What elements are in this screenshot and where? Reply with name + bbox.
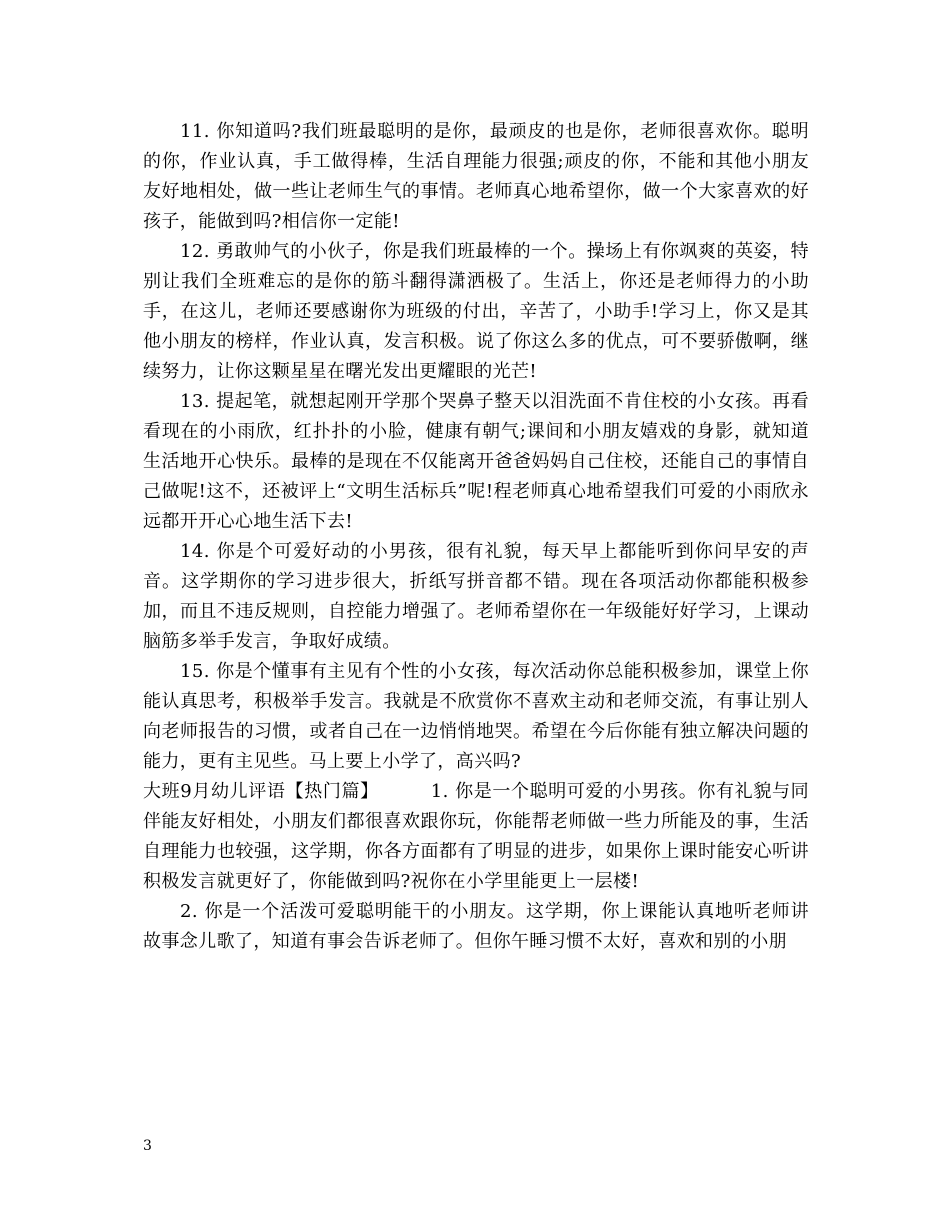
paragraph-12: 12. 勇敢帅气的小伙子，你是我们班最棒的一个。操场上有你飒爽的英姿，特别让我们全班难忘的是你的筋斗翻得潇洒极了。生活上，你还是老师得力的小助手，在这儿，老师还要感谢你为班级的付出，辛苦了，小助手!学习上，你又是其他小朋友的榜样，作业认真，发言积极。说了你这么多的优点，可不要骄傲啊，继续努力，让你这颗星星在曙光发出更耀眼的光芒! bbox=[143, 241, 809, 382]
section-heading: 大班9月幼儿评语【热门篇】 bbox=[143, 781, 379, 802]
paragraph-2: 2. 你是一个活泼可爱聪明能干的小朋友。这学期，你上课能认真地听老师讲故事念儿歌了，知道有事会告诉老师了。但你午睡习惯不太好，喜欢和别的小朋 bbox=[143, 901, 809, 952]
paragraph-13: 13. 提起笔，就想起刚开学那个哭鼻子整天以泪洗面不肯住校的小女孩。再看看现在的小雨欣，红扑扑的小脸，健康有朝气;课间和小朋友嬉戏的身影，就知道生活地开心快乐。最棒的是现在不仅能离开爸爸妈妈自己住校，还能自己的事情自己做呢!这不，还被评上“文明生活标兵”呢!程老师真心地希望我们可爱的小雨欣永远都开开心心地生活下去! bbox=[143, 391, 809, 532]
paragraph-11: 11. 你知道吗?我们班最聪明的是你，最顽皮的也是你，老师很喜欢你。聪明的你，作业认真，手工做得棒，生活自理能力很强;顽皮的你，不能和其他小朋友友好地相处，做一些让老师生气的事情。老师真心地希望你，做一个大家喜欢的好孩子，能做到吗?相信你一定能! bbox=[143, 121, 809, 232]
document-body bbox=[143, 117, 809, 957]
section-paragraph bbox=[143, 777, 809, 897]
paragraph-15: 15. 你是个懂事有主见有个性的小女孩，每次活动你总能积极参加，课堂上你能认真思考，积极举手发言。我就是不欣赏你不喜欢主动和老师交流，有事让别人向老师报告的习惯，或者自己在一边悄悄地哭。希望在今后你能有独立解决问题的能力，更有主见些。马上要上小学了，高兴吗? bbox=[143, 661, 809, 772]
page-number: 3 bbox=[143, 1138, 152, 1154]
paragraph-14: 14. 你是个可爱好动的小男孩，很有礼貌，每天早上都能听到你问早安的声音。这学期你的学习进步很大，折纸写拼音都不错。现在各项活动你都能积极参加，而且不违反规则，自控能力增强了。老师希望你在一年级能好好学习，上课动脑筋多举手发言，争取好成绩。 bbox=[143, 541, 809, 652]
section-first-item: 1. 你是一个聪明可爱的小男孩。你有礼貌与同伴能友好相处，小朋友们都很喜欢跟你玩，你能帮老师做一些力所能及的事，生活自理能力也较强，这学期，你各方面都有了明显的进步，如果你上课时能安心听讲积极发言就更好了，你能做到吗?祝你在小学里能更上一层楼! bbox=[143, 781, 809, 892]
